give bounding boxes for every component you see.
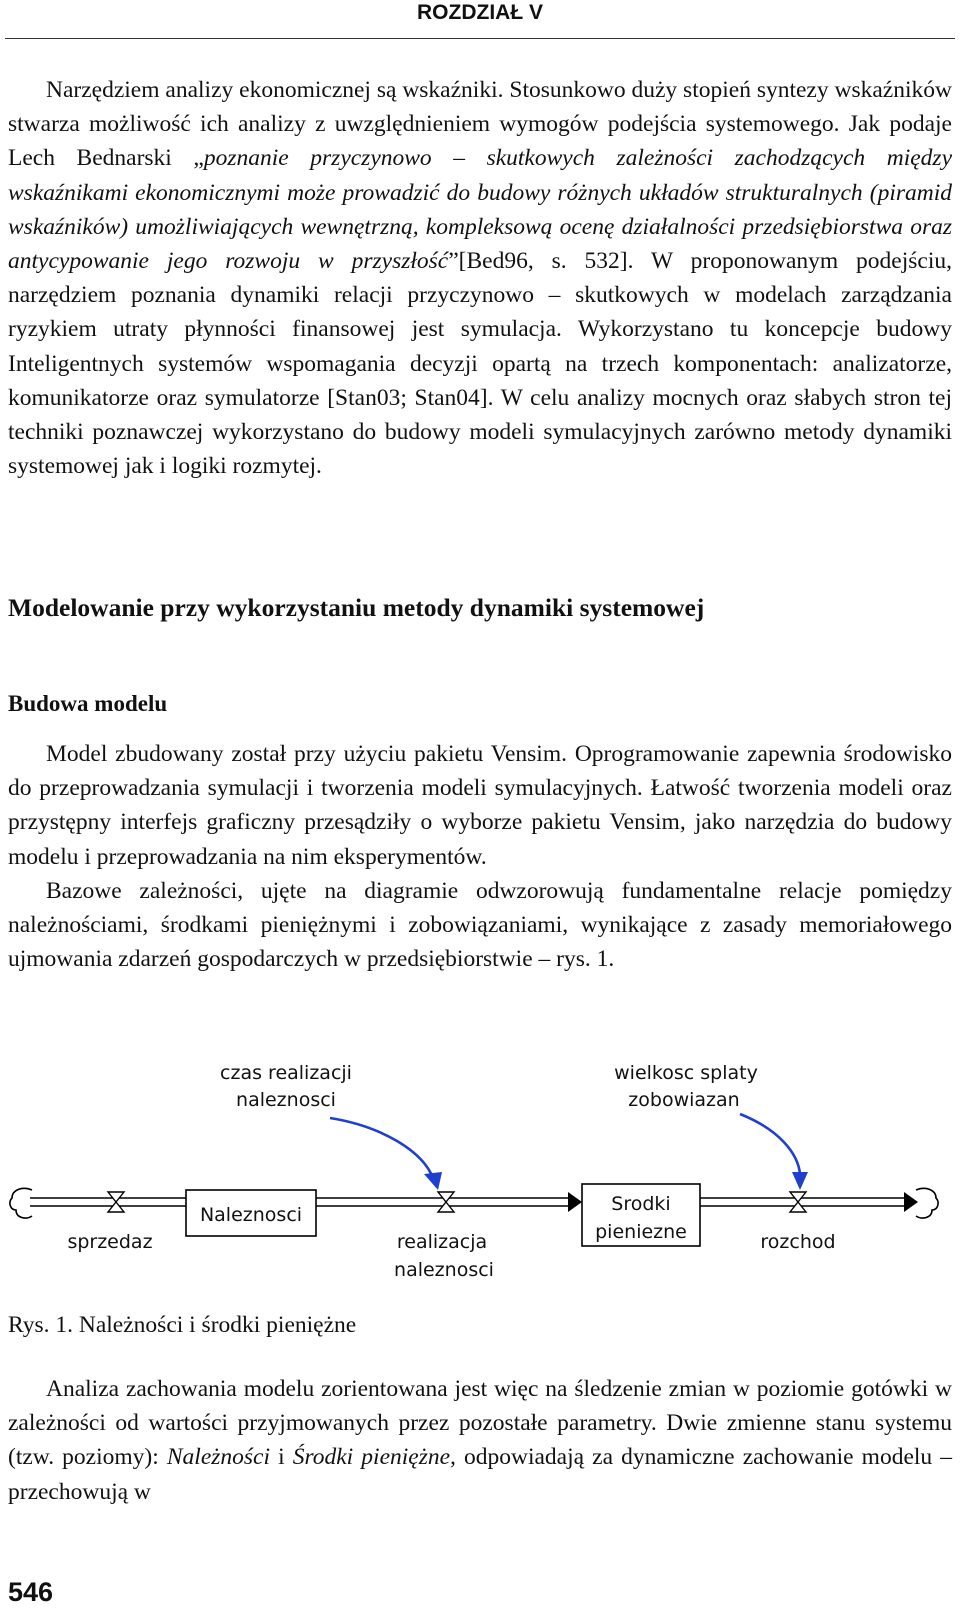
flow-rozchod-label: rozchod [760, 1231, 836, 1253]
aux-wielkosc-label-1: wielkosc splaty [614, 1062, 758, 1084]
aux-wielkosc-label-2: zobowiazan [628, 1089, 740, 1111]
closing-term-srodki: Środki pieniężne, [292, 1444, 456, 1471]
valve-realizacja-icon [438, 1192, 454, 1212]
intro-text-end: ”[Bed96, s. 532]. W proponowanym podejściu, narzędziem poznania dynamiki relacji przyczynowo – skutkowych w modelach zarządzania ryzykiem utraty płynności finansowej jest symulacja. Wykorzystano tu koncepcje budowy Inteligentnych systemów wspomagania decyzji opartą na trzech komponentach: analizatorze, komunikatorze oraz symulatorze [Stan03; Stan04]. W celu analizy mocnych oraz słabych stron tej techniki poznawczej wykorzystano do budowy modeli symulacyjnych zarówno metody dynamiki systemowej jak i logiki rozmytej. [8, 248, 953, 480]
flow-realizacja-label-2: naleznosci [394, 1259, 494, 1281]
arrowhead-realizacja [568, 1192, 582, 1212]
figure-caption: Rys. 1. Należności i środki pieniężne [8, 1312, 357, 1338]
pipe-sprzedaz [30, 1198, 186, 1206]
closing-text-c: odpowiadają za dynamiczne zachowanie modelu – przechowują w [8, 1444, 953, 1505]
flow-sprzedaz-label: sprzedaz [67, 1231, 153, 1253]
aux-czas-label-1: czas realizacji [220, 1062, 352, 1084]
cloud-source-icon [10, 1188, 32, 1218]
closing-paragraph [8, 1372, 952, 1509]
closing-text-b: i [270, 1444, 293, 1471]
running-header: ROZDZIAŁ V [417, 1, 543, 24]
pipe-rozchod [700, 1198, 904, 1206]
stock-naleznosci-label: Naleznosci [199, 1204, 303, 1226]
causal-arrowhead-wielkosc [792, 1172, 808, 1190]
section-title: Modelowanie przy wykorzystaniu metody dynamiki systemowej [8, 593, 705, 622]
causal-arrowhead-czas [424, 1172, 442, 1190]
bednarski-quote: poznanie przyczynowo – skutkowych zależności zachodzących między wskaźnikami ekonomicznymi może prowadzić do budowy różnych układów strukturalnych (piramid wskaźników) umożliwiających wewnętrzną, kompleksową ocenę działalności przedsiębiorstwa oraz antycypowanie jego rozwoju w przyszłość [8, 145, 953, 275]
cloud-sink-icon [916, 1188, 938, 1218]
intro-paragraph [8, 73, 952, 483]
flow-realizacja-label-1: realizacja [396, 1231, 488, 1253]
valve-sprzedaz-icon [108, 1192, 124, 1212]
header-rule [5, 38, 955, 39]
stock-srodki-label-2: pieniezne [595, 1221, 687, 1243]
causal-arrow-czas [330, 1118, 433, 1178]
causal-arrow-wielkosc [740, 1114, 800, 1174]
pipe-realizacja [316, 1198, 568, 1206]
arrowhead-rozchod [904, 1192, 918, 1212]
page-number: 546 [8, 1577, 54, 1607]
subsection-title: Budowa modelu [8, 691, 168, 716]
vensim-paragraph: Model zbudowany został przy użyciu pakietu Vensim. Oprogramowanie zapewnia środowisko do przeprowadzania symulacji i tworzenia modeli symulacyjnych. Łatwość tworzenia modeli oraz przystępny interfejs graficzny przesądziły o wyborze pakietu Vensim, jako narzędzia do budowy modelu i przeprowadzania na nim eksperymentów. [8, 741, 952, 870]
stock-srodki-label-1: Srodki [611, 1193, 671, 1215]
valve-rozchod-icon [790, 1192, 806, 1212]
closing-term-naleznosci: Należności [166, 1444, 271, 1471]
closing-text-a: Analiza zachowania modelu zorientowana jest więc na śledzenie zmian w poziomie gotówki w zależności od wartości przyjmowanych przez pozostałe parametry. Dwie zmienne stanu systemu (tzw. poziomy): [8, 1376, 952, 1471]
aux-czas-label-2: naleznosci [236, 1089, 336, 1111]
stock-flow-diagram [0, 1050, 960, 1290]
intro-text-start: Narzędziem analizy ekonomicznej są wskaźniki. Stosunkowo duży stopień syntezy wskaźników stwarza możliwość ich analizy z uwzględnieniem wymogów podejścia systemowego. Jak podaje Lech Bednarski „ [8, 77, 952, 172]
relations-paragraph: Bazowe zależności, ujęte na diagramie odwzorowują fundamentalne relacje pomiędzy należnościami, środkami pieniężnymi i zobowiązaniami, wynikające z zasady memoriałowego ujmowania zdarzeń gospodarczych w przedsiębiorstwie – rys. 1. [8, 877, 952, 973]
model-description [8, 737, 952, 976]
